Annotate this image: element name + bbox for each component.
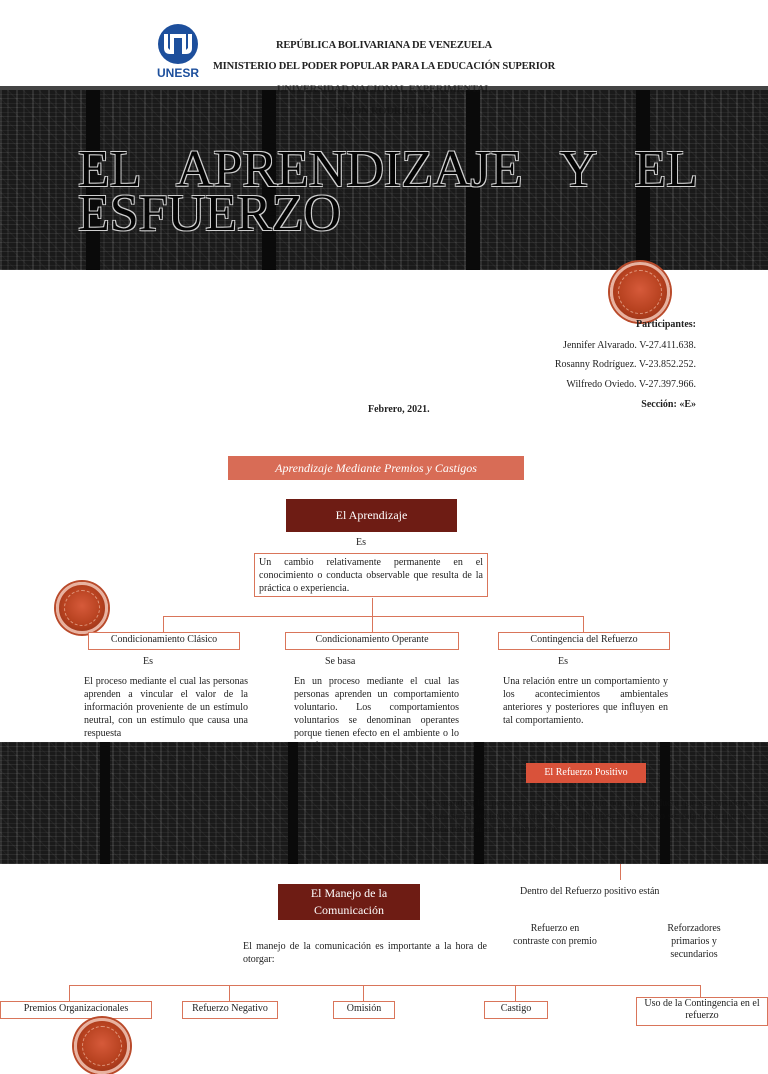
bottom-refuerzo-negativo: Refuerzo Negativo (182, 1001, 278, 1019)
header-line-4: SIMÓN RODRÍGUEZ (334, 106, 434, 117)
participant-3: Wilfredo Oviedo. V-27.397.966. (566, 379, 696, 390)
positive-text: Es cuando a las personas se les da un premio por una conducta que se considera deseada. El contenido es uno de los estímulos, en este caso se trata de lo que se busca reforzar en la organización. (426, 798, 748, 835)
root-link: Es (356, 537, 366, 548)
header-line-3: UNIVERSIDAD NACIONAL EXPERIMENTAL (276, 84, 492, 95)
bottom-omision: Omisión (333, 1001, 395, 1019)
branch-operant: Condicionamiento Operante (285, 632, 459, 650)
communication-text: El manejo de la comunicación es importante a la hora de otorgar: (243, 941, 487, 965)
root-node: El Aprendizaje (286, 499, 457, 532)
participant-1: Jennifer Alvarado. V-27.411.638. (563, 340, 696, 351)
participants-label: Participantes: (636, 319, 696, 330)
logo-text: UNESR (156, 66, 199, 80)
reinforcers-node: Reforzadores primarios y secundarios (667, 923, 721, 960)
section-label: Sección: «E» (641, 399, 696, 410)
decorative-circle-bottom (74, 1018, 130, 1074)
decorative-circle-top (610, 262, 670, 322)
branch-classical: Condicionamiento Clásico (88, 632, 240, 650)
date: Febrero, 2021. (368, 404, 430, 415)
header-line-1: REPÚBLICA BOLIVARIANA DE VENEZUELA (276, 40, 492, 51)
operant-link: Se basa (325, 656, 356, 667)
within-positive: Dentro del Refuerzo positivo están (520, 886, 660, 897)
contingency-link: Es (558, 656, 568, 667)
branch-contingency: Contingencia del Refuerzo (498, 632, 670, 650)
classical-text: El proceso mediante el cual las personas aprenden a vincular el valor de la información proveniente de un estímulo neutral, con un estímulo que causa una respuesta (84, 676, 248, 739)
classical-link: Es (143, 656, 153, 667)
communication-node: El Manejo de la Comunicación (278, 884, 420, 920)
positive-box: El Refuerzo Positivo (526, 763, 646, 783)
definition-box: Un cambio relativamente permanente en el conocimiento o conducta observable que resulta de la práctica o experiencia. (254, 553, 488, 597)
bottom-contingencia: Uso de la Contingencia en el refuerzo (636, 997, 768, 1026)
contingency-text: Una relación entre un comportamiento y los acontecimientos ambientales anteriores y posteriores que influyen en tal comportamiento. (503, 676, 668, 726)
participant-2: Rosanny Rodríguez. V-23.852.252. (554, 359, 696, 370)
map-banner: Aprendizaje Mediante Premios y Castigos (228, 456, 524, 480)
decorative-circle-left (56, 582, 108, 634)
operant-text: En un proceso mediante el cual las personas aprenden un comportamiento voluntario. Los comportamientos voluntarios se denominan operantes porque tienen efecto en el ambiente o lo (294, 676, 459, 739)
bottom-premios: Premios Organizacionales (0, 1001, 152, 1019)
bottom-castigo: Castigo (484, 1001, 548, 1019)
contrast-node: Refuerzo en contraste con premio (513, 923, 597, 947)
page-title: EL APRENDIZAJE Y EL ESFUERZO (78, 141, 698, 242)
unesr-logo (148, 22, 208, 82)
header-line-2: MINISTERIO DEL PODER POPULAR PARA LA EDUCACIÓN SUPERIOR (212, 61, 556, 72)
